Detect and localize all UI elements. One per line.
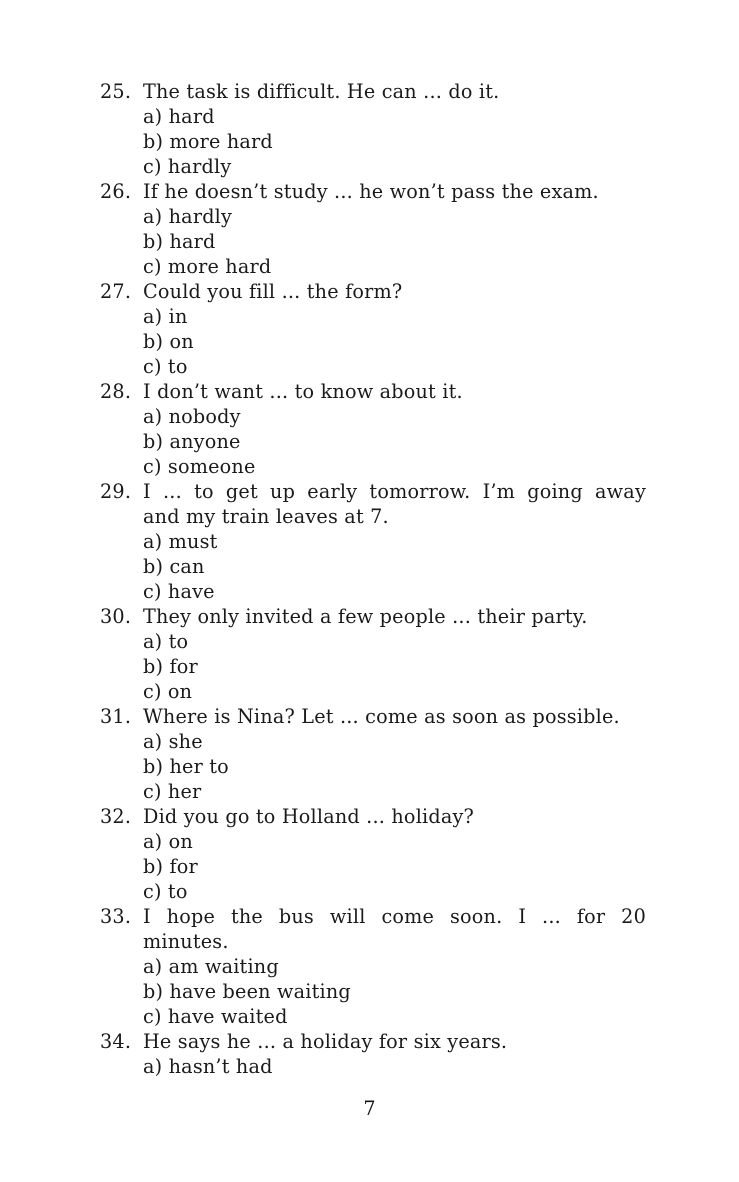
question-number: 34. <box>100 1030 132 1053</box>
answer-option: a) to <box>143 630 189 653</box>
answer-option: a) am waiting <box>143 955 279 978</box>
question-text-continued: minutes. <box>143 930 229 953</box>
answer-option: b) for <box>143 655 198 678</box>
question-34 <box>100 1029 646 1079</box>
question-number: 33. <box>100 905 132 928</box>
question-text: I hope the bus will come soon. I ... for 20 <box>143 905 646 928</box>
answer-option: a) must <box>143 530 218 553</box>
question-number: 26. <box>100 180 132 203</box>
question-stem <box>100 804 646 829</box>
question-28 <box>100 379 646 479</box>
answer-option: b) her to <box>143 755 229 778</box>
question-stem <box>100 79 646 104</box>
question-31 <box>100 704 646 804</box>
question-26 <box>100 179 646 279</box>
answer-option: c) to <box>143 880 188 903</box>
question-list <box>100 79 646 1079</box>
question-27 <box>100 279 646 379</box>
question-text: They only invited a few people ... their party. <box>143 605 588 628</box>
question-stem <box>100 479 646 504</box>
question-text-continued: and my train leaves at 7. <box>143 505 389 528</box>
page-number: 7 <box>363 1097 376 1120</box>
answer-option: b) have been waiting <box>143 980 351 1003</box>
question-number: 25. <box>100 80 132 103</box>
question-33 <box>100 904 646 1029</box>
answer-option: b) hard <box>143 230 216 253</box>
question-text: If he doesn’t study ... he won’t pass the exam. <box>143 180 599 203</box>
question-text: Did you go to Holland ... holiday? <box>143 805 475 828</box>
answer-option: c) to <box>143 355 188 378</box>
answer-option: c) someone <box>143 455 256 478</box>
question-number: 28. <box>100 380 132 403</box>
question-30 <box>100 604 646 704</box>
answer-option: a) she <box>143 730 203 753</box>
question-stem <box>100 904 646 929</box>
answer-option: c) hardly <box>143 155 232 178</box>
answer-option: b) for <box>143 855 198 878</box>
answer-option: a) hard <box>143 105 215 128</box>
answer-option: c) have <box>143 580 215 603</box>
answer-option: a) in <box>143 305 188 328</box>
answer-option: b) on <box>143 330 194 353</box>
answer-option: b) anyone <box>143 430 241 453</box>
question-number: 27. <box>100 280 132 303</box>
question-text: Could you fill ... the form? <box>143 280 403 303</box>
answer-option: c) her <box>143 780 202 803</box>
question-stem <box>100 604 646 629</box>
answer-option: a) on <box>143 830 193 853</box>
question-29 <box>100 479 646 604</box>
question-number: 29. <box>100 480 132 503</box>
question-stem <box>100 1029 646 1054</box>
answer-option: a) hardly <box>143 205 233 228</box>
question-number: 30. <box>100 605 132 628</box>
question-text: I don’t want ... to know about it. <box>143 380 463 403</box>
answer-option: b) more hard <box>143 130 273 153</box>
answer-option: c) have waited <box>143 1005 288 1028</box>
question-text: Where is Nina? Let ... come as soon as possible. <box>143 705 620 728</box>
question-stem <box>100 704 646 729</box>
answer-option: a) nobody <box>143 405 241 428</box>
question-stem <box>100 279 646 304</box>
question-32 <box>100 804 646 904</box>
answer-option: a) hasn’t had <box>143 1055 273 1078</box>
answer-option: b) can <box>143 555 205 578</box>
question-stem <box>100 179 646 204</box>
question-number: 32. <box>100 805 132 828</box>
question-text: The task is difficult. He can ... do it. <box>143 80 500 103</box>
answer-option: c) more hard <box>143 255 272 278</box>
answer-option: c) on <box>143 680 193 703</box>
question-25 <box>100 79 646 179</box>
question-number: 31. <box>100 705 132 728</box>
question-text: He says he ... a holiday for six years. <box>143 1030 508 1053</box>
question-text: I ... to get up early tomorrow. I’m going away <box>143 480 646 503</box>
question-stem <box>100 379 646 404</box>
